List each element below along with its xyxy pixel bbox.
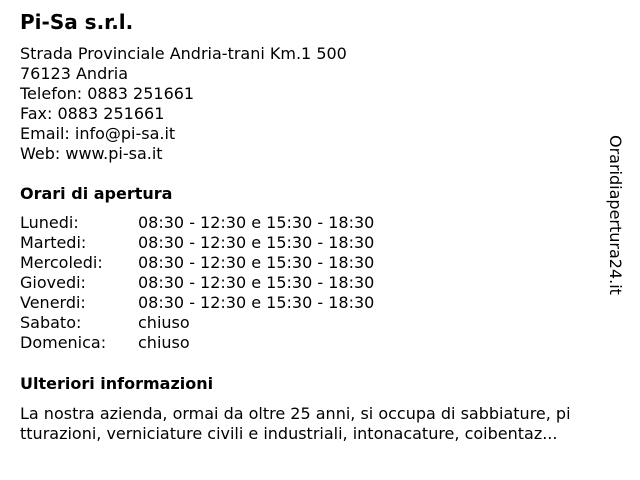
hours-row-friday	[20, 293, 620, 313]
hours-time: chiuso	[138, 313, 190, 332]
hours-row-thursday	[20, 273, 620, 293]
hours-row-tuesday	[20, 233, 620, 253]
company-name: Pi-Sa s.r.l.	[20, 10, 134, 34]
hours-day: Giovedi:	[20, 273, 86, 292]
further-info-text	[20, 404, 620, 444]
website: Web: www.pi-sa.it	[20, 144, 163, 163]
hours-time: 08:30 - 12:30 e 15:30 - 18:30	[138, 273, 375, 292]
hours-row-wednesday	[20, 253, 620, 273]
hours-time: 08:30 - 12:30 e 15:30 - 18:30	[138, 253, 375, 272]
hours-day: Sabato:	[20, 313, 82, 332]
hours-day: Lunedi:	[20, 213, 79, 232]
further-info-line-1: La nostra azienda, ormai da oltre 25 anni, si occupa di sabbiature, pi	[20, 404, 571, 423]
hours-row-saturday	[20, 313, 620, 333]
address-street: Strada Provinciale Andria-trani Km.1 500	[20, 44, 347, 63]
address-city: 76123 Andria	[20, 64, 129, 83]
email-address: Email: info@pi-sa.it	[20, 124, 176, 143]
hours-time: 08:30 - 12:30 e 15:30 - 18:30	[138, 293, 375, 312]
hours-day: Venerdi:	[20, 293, 86, 312]
hours-time: 08:30 - 12:30 e 15:30 - 18:30	[138, 213, 375, 232]
hours-row-monday	[20, 213, 620, 233]
hours-day: Mercoledi:	[20, 253, 103, 272]
hours-day: Domenica:	[20, 333, 107, 352]
opening-hours-table	[20, 213, 620, 353]
brand-watermark	[603, 0, 640, 480]
brand-text: Oraridiapertura24.it	[606, 135, 625, 295]
contact-block	[20, 44, 347, 164]
fax-number: Fax: 0883 251661	[20, 104, 165, 123]
hours-time: 08:30 - 12:30 e 15:30 - 18:30	[138, 233, 375, 252]
opening-hours-title: Orari di apertura	[20, 184, 173, 203]
further-info-line-2: tturazioni, verniciature civili e industriali, intonacature, coibentaz...	[20, 424, 558, 443]
hours-row-sunday	[20, 333, 620, 353]
hours-time: chiuso	[138, 333, 190, 352]
hours-day: Martedi:	[20, 233, 87, 252]
phone-number: Telefon: 0883 251661	[20, 84, 195, 103]
further-info-title: Ulteriori informazioni	[20, 374, 214, 393]
